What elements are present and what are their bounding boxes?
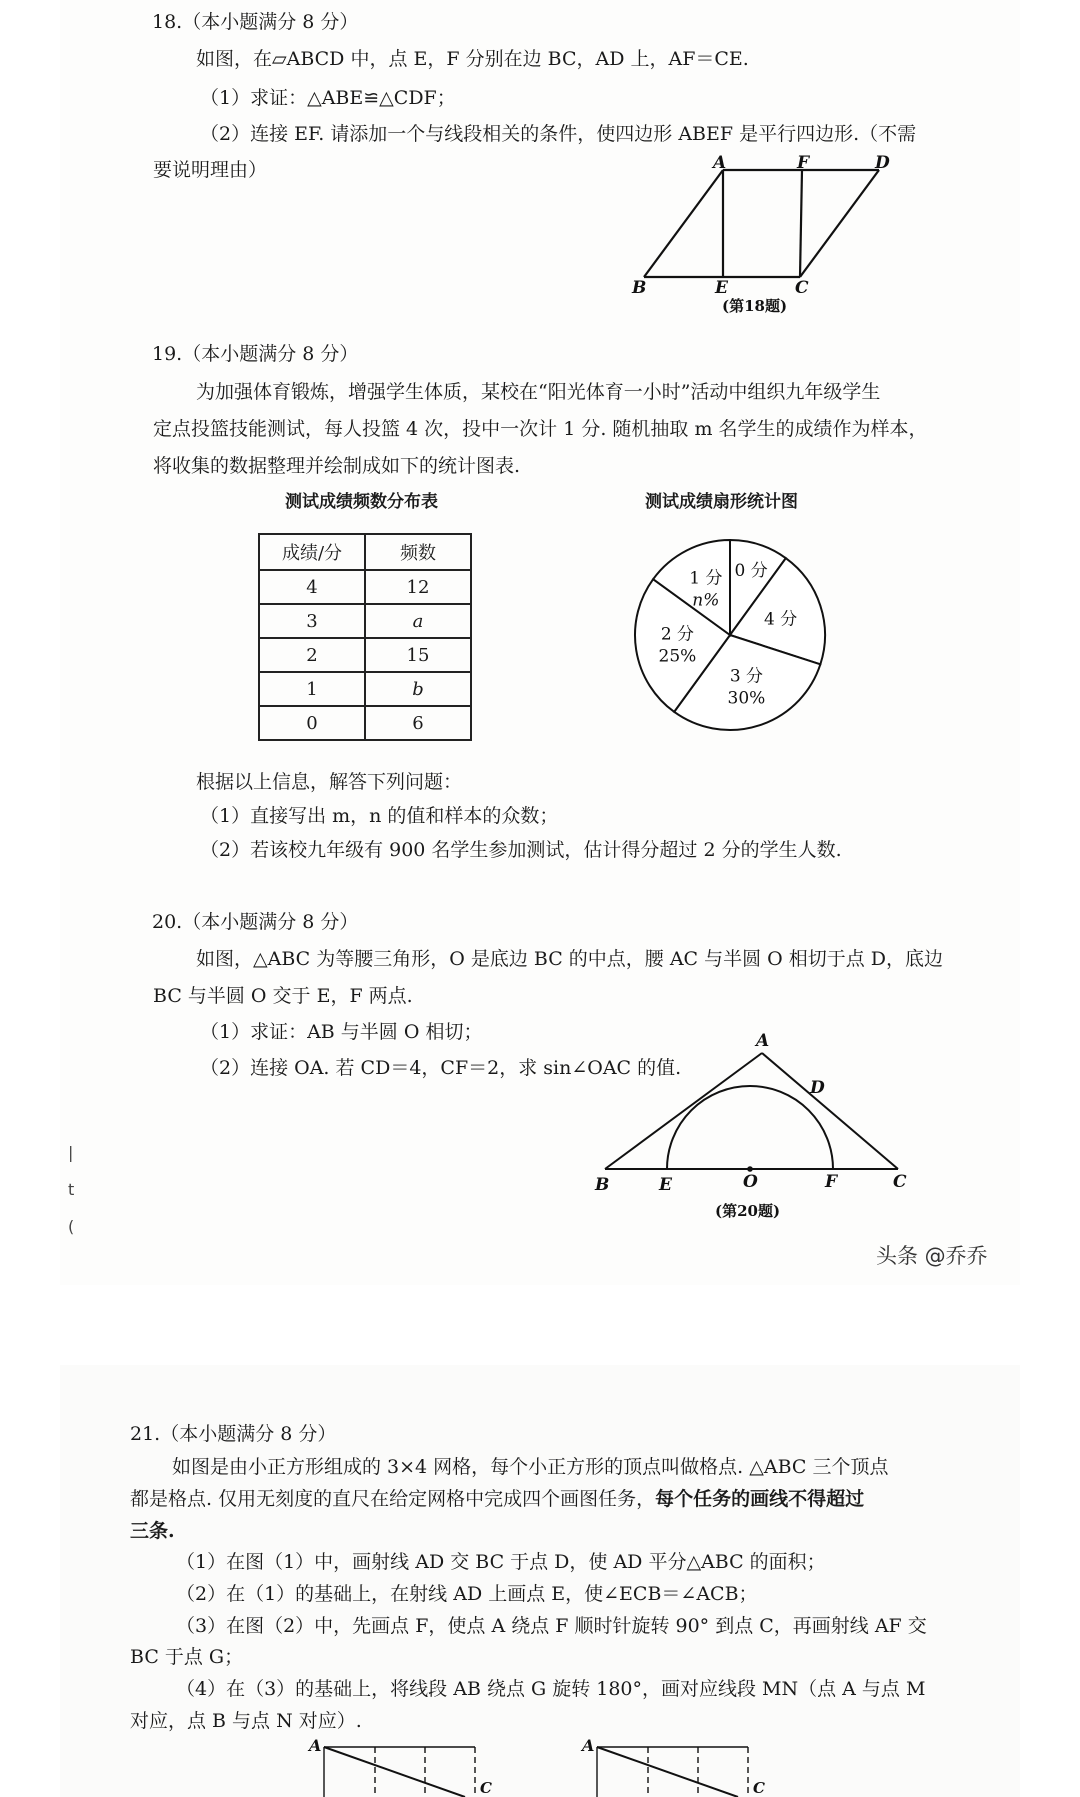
q21-stem-line3: 三条. [130,1520,175,1542]
label-e: E [715,278,728,298]
semicircle-o [667,1086,833,1169]
q21-stem-line2 [130,1487,864,1511]
score-pie-chart [630,535,830,735]
q19-intro: 根据以上信息，解答下列问题： [196,771,463,793]
table-cell: 3 [259,604,365,638]
table-cell: b [365,672,471,706]
label-o: O [743,1172,758,1192]
q18-figure-caption: (第18题) [722,297,788,315]
pie-label: 2 分 [660,624,695,645]
label-f: F [825,1172,838,1192]
q21-grid-figure-1 [305,1735,495,1797]
segment-ab [605,1053,762,1169]
q18-parallelogram-figure [630,155,910,315]
table-row [259,706,471,740]
label-e: E [659,1175,672,1195]
grid2-label-c: C [753,1779,765,1797]
table-cell: 0 [259,706,365,740]
q21-stem-line1: 如图是由小正方形组成的 3×4 网格，每个小正方形的顶点叫做格点. △ABC 三个顶点 [172,1456,889,1478]
q18-stem: 如图，在▱ABCD 中，点 E，F 分别在边 BC，AD 上，AF＝CE. [196,48,749,70]
q19-part2: （2）若该校九年级有 900 名学生参加测试，估计得分超过 2 分的学生人数. [200,839,842,861]
table-header-frequency: 频数 [365,534,471,570]
label-d: D [875,155,890,173]
pie-percent-label: 30% [727,688,766,709]
grid1-label-a: A [309,1736,322,1755]
pie-label: 0 分 [734,560,768,581]
pie-label: 1 分 [689,568,723,589]
table-cell: 15 [365,638,471,672]
table-header-row [259,534,471,570]
q21-part3: （3）在图（2）中，先画点 F，使点 A 绕点 F 顺时针旋转 90° 到点 C，再画射线 AF 交 [176,1615,927,1637]
table-cell: 1 [259,672,365,706]
q19-stem-line1: 为加强体育锻炼，增强学生体质，某校在“阳光体育一小时”活动中组织九年级学生 [196,381,881,403]
q21-part1: （1）在图（1）中，画射线 AD 交 BC 于点 D，使 AD 平分△ABC 的面积； [176,1551,826,1573]
q19-pie-title: 测试成绩扇形统计图 [645,492,798,512]
table-row [259,570,471,604]
q21-part4-cont: 对应，点 B 与点 N 对应）. [130,1710,362,1732]
q21-part3-cont: BC 于点 G； [130,1646,244,1668]
label-d: D [810,1078,825,1098]
label-b: B [632,278,647,298]
q20-stem-line2: BC 与半圆 O 交于 E，F 两点. [153,985,413,1007]
pie-label: 4 分 [763,609,798,630]
label-c: C [893,1172,907,1192]
q21-part2: （2）在（1）的基础上，在射线 AD 上画点 E，使∠ECB＝∠ACB； [176,1583,758,1605]
pie-percent-label: n% [692,590,720,611]
table-row [259,604,471,638]
label-b: B [595,1175,610,1195]
frequency-table [258,533,472,741]
q20-stem-line1: 如图，△ABC 为等腰三角形，O 是底边 BC 的中点，腰 AC 与半圆 O 相切于点 D，底边 [196,948,944,970]
segment-fc [800,170,802,277]
q19-stem-line2: 定点投篮技能测试，每人投篮 4 次，投中一次计 1 分. 随机抽取 m 名学生的成绩作为样本， [153,418,928,440]
label-a: A [713,155,727,173]
label-f: F [797,155,810,173]
table-cell: 2 [259,638,365,672]
label-a: A [756,1031,770,1051]
q19-stem-line3: 将收集的数据整理并绘制成如下的统计图表. [153,455,521,477]
edge-mark: ( [68,1217,75,1236]
edge-mark: | [68,1143,74,1162]
segment-ac [762,1053,898,1169]
q19-part1: （1）直接写出 m，n 的值和样本的众数； [200,805,559,827]
table-cell: 4 [259,570,365,604]
table-cell: 6 [365,706,471,740]
table-row [259,638,471,672]
q21-header: 21.（本小题满分 8 分） [130,1423,337,1445]
q18-part1: （1）求证：△ABE≌△CDF； [200,87,456,109]
pie-percent-label: 25% [658,646,697,667]
table-cell: 12 [365,570,471,604]
q19-header: 19.（本小题满分 8 分） [152,343,359,365]
q21-grid-figure-2 [578,1735,768,1797]
grid1-label-c: C [480,1779,492,1797]
watermark: 头条 @乔乔 [876,1244,988,1268]
q18-part2-cont: 要说明理由） [153,159,268,181]
q20-header: 20.（本小题满分 8 分） [152,911,359,933]
q20-figure-caption: (第20题) [715,1202,781,1220]
q19-table-title: 测试成绩频数分布表 [285,492,438,512]
q20-triangle-semicircle-figure [585,1030,915,1225]
q18-header: 18.（本小题满分 8 分） [152,11,359,33]
segment-ab [644,170,723,277]
center-point-o [747,1166,753,1172]
table-cell: a [365,604,471,638]
table-header-score: 成绩/分 [259,534,365,570]
q21-stem-line2-normal: 都是格点. 仅用无刻度的直尺在给定网格中完成四个画图任务， [130,1488,656,1510]
q21-part4: （4）在（3）的基础上，将线段 AB 绕点 G 旋转 180°，画对应线段 MN（点 A 与点 M [176,1678,926,1700]
grid2-label-a: A [582,1736,595,1755]
q18-part2: （2）连接 EF. 请添加一个与线段相关的条件，使四边形 ABEF 是平行四边形.（不需 [200,123,917,145]
label-c: C [795,278,809,298]
q20-part1: （1）求证：AB 与半圆 O 相切； [200,1021,483,1043]
segment-dc [800,170,879,277]
q20-part2: （2）连接 OA. 若 CD＝4，CF＝2，求 sin∠OAC 的值. [200,1057,682,1079]
table-row [259,672,471,706]
q21-stem-line2-bold: 每个任务的画线不得超过 [655,1488,865,1510]
pie-label: 3 分 [729,666,764,687]
edge-mark: t [68,1180,75,1199]
